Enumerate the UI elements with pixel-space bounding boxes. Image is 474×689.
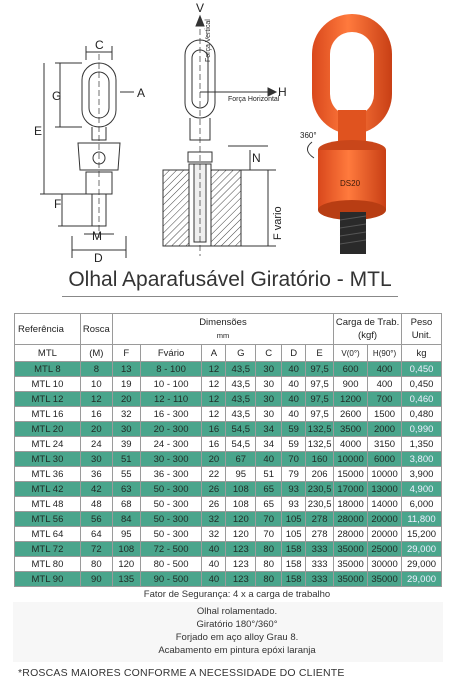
table-cell: 36 - 300 bbox=[140, 467, 202, 482]
dim-d: D bbox=[94, 251, 103, 265]
table-cell: 158 bbox=[282, 572, 306, 587]
force-vertical-label: Força Vertical bbox=[205, 19, 212, 62]
table-row bbox=[15, 407, 442, 422]
table-cell: 3150 bbox=[368, 437, 402, 452]
table-cell: 34 bbox=[256, 422, 282, 437]
table-cell: 35000 bbox=[334, 572, 368, 587]
table-cell: 20000 bbox=[368, 527, 402, 542]
table-cell: MTL 80 bbox=[15, 557, 81, 572]
header-rosca: Rosca bbox=[80, 314, 112, 345]
table-cell: 16 bbox=[80, 407, 112, 422]
table-cell: 80 - 500 bbox=[140, 557, 202, 572]
v-label: V bbox=[196, 1, 205, 15]
technical-drawing bbox=[0, 0, 474, 265]
table-cell: 206 bbox=[306, 467, 334, 482]
table-cell: 900 bbox=[334, 377, 368, 392]
table-cell: 12 - 110 bbox=[140, 392, 202, 407]
table-row bbox=[15, 557, 442, 572]
table-cell: 90 bbox=[80, 572, 112, 587]
table-cell: MTL 10 bbox=[15, 377, 81, 392]
table-cell: 108 bbox=[112, 542, 140, 557]
h-label: H bbox=[278, 85, 287, 99]
table-cell: 12 bbox=[202, 377, 226, 392]
table-cell: 59 bbox=[282, 422, 306, 437]
table-cell: 29,000 bbox=[402, 557, 442, 572]
header-fvario: Fvário bbox=[140, 345, 202, 362]
table-cell: 278 bbox=[306, 527, 334, 542]
table-row bbox=[15, 452, 442, 467]
table-row bbox=[15, 422, 442, 437]
table-cell: 22 bbox=[202, 467, 226, 482]
table-cell: 48 bbox=[80, 497, 112, 512]
table-cell: 30 bbox=[256, 407, 282, 422]
table-cell: 13000 bbox=[368, 482, 402, 497]
table-cell: 120 bbox=[112, 557, 140, 572]
table-cell: 56 bbox=[80, 512, 112, 527]
force-horizontal-label: Força Horizontal bbox=[228, 96, 280, 103]
table-cell: 16 bbox=[202, 422, 226, 437]
table-cell: MTL 36 bbox=[15, 467, 81, 482]
table-cell: 50 - 300 bbox=[140, 482, 202, 497]
table-cell: 1200 bbox=[334, 392, 368, 407]
table-cell: 12 bbox=[202, 362, 226, 377]
header-referencia: Referência bbox=[15, 314, 81, 345]
table-cell: 72 - 500 bbox=[140, 542, 202, 557]
table-cell: 35000 bbox=[334, 557, 368, 572]
table-cell: 18000 bbox=[334, 497, 368, 512]
table-cell: 84 bbox=[112, 512, 140, 527]
table-cell: 6,000 bbox=[402, 497, 442, 512]
table-cell: 39 bbox=[112, 437, 140, 452]
table-cell: 600 bbox=[334, 362, 368, 377]
table-cell: 50 - 300 bbox=[140, 527, 202, 542]
table-cell: 40 bbox=[282, 392, 306, 407]
table-cell: 68 bbox=[112, 497, 140, 512]
table-cell: 158 bbox=[282, 542, 306, 557]
table-cell: 158 bbox=[282, 557, 306, 572]
table-cell: 97,5 bbox=[306, 392, 334, 407]
table-cell: 30 bbox=[80, 452, 112, 467]
table-cell: 20 bbox=[112, 392, 140, 407]
table-cell: 0,480 bbox=[402, 407, 442, 422]
table-cell: 12 bbox=[202, 392, 226, 407]
table-cell: 8 - 100 bbox=[140, 362, 202, 377]
table-cell: MTL 12 bbox=[15, 392, 81, 407]
table-row bbox=[15, 482, 442, 497]
table-cell: 135 bbox=[112, 572, 140, 587]
note-line: Acabamento em pintura epóxi laranja bbox=[158, 645, 316, 656]
table-cell: 19 bbox=[112, 377, 140, 392]
dim-n: N bbox=[252, 151, 261, 165]
table-cell: 1,350 bbox=[402, 437, 442, 452]
table-row bbox=[15, 377, 442, 392]
header-c: C bbox=[256, 345, 282, 362]
table-cell: MTL 16 bbox=[15, 407, 81, 422]
table-cell: 20 - 300 bbox=[140, 422, 202, 437]
side-view-drawing bbox=[40, 46, 134, 258]
installed-view-drawing bbox=[163, 16, 276, 256]
table-cell: 40 bbox=[256, 452, 282, 467]
header-mm: mm bbox=[216, 331, 230, 340]
header-f: F bbox=[112, 345, 140, 362]
table-cell: 80 bbox=[256, 542, 282, 557]
table-cell: MTL 48 bbox=[15, 497, 81, 512]
table-cell: 95 bbox=[226, 467, 256, 482]
table-cell: 90 - 500 bbox=[140, 572, 202, 587]
header-e: E bbox=[306, 345, 334, 362]
table-cell: 24 - 300 bbox=[140, 437, 202, 452]
dim-g: G bbox=[52, 89, 62, 103]
table-cell: 16 - 300 bbox=[140, 407, 202, 422]
f-vario-label: F vario bbox=[272, 206, 284, 240]
table-cell: 97,5 bbox=[306, 407, 334, 422]
header-peso: Peso Unit. bbox=[402, 314, 442, 345]
table-cell: 64 bbox=[80, 527, 112, 542]
table-cell: 63 bbox=[112, 482, 140, 497]
table-cell: 30 bbox=[256, 377, 282, 392]
table-cell: 1500 bbox=[368, 407, 402, 422]
table-cell: 29,000 bbox=[402, 572, 442, 587]
header-v: V(0°) bbox=[334, 345, 368, 362]
rotation-label: 360° bbox=[300, 131, 317, 140]
table-cell: 51 bbox=[256, 467, 282, 482]
header-carga bbox=[334, 314, 402, 345]
table-row bbox=[15, 467, 442, 482]
table-cell: 32 bbox=[202, 512, 226, 527]
table-cell: 4000 bbox=[334, 437, 368, 452]
title-divider bbox=[62, 296, 398, 297]
table-cell: 20 bbox=[80, 422, 112, 437]
table-cell: 43,5 bbox=[226, 392, 256, 407]
table-cell: 108 bbox=[226, 482, 256, 497]
table-row bbox=[15, 392, 442, 407]
page-title: Olhal Aparafusável Giratório - MTL bbox=[68, 268, 392, 291]
table-cell: 50 - 300 bbox=[140, 497, 202, 512]
table-cell: 42 bbox=[80, 482, 112, 497]
table-cell: 120 bbox=[226, 527, 256, 542]
table-cell: 40 bbox=[202, 572, 226, 587]
dim-a: A bbox=[137, 86, 146, 100]
note-line: Olhal rolamentado. bbox=[196, 606, 278, 617]
table-cell: 30 bbox=[112, 422, 140, 437]
table-cell: 29,000 bbox=[402, 542, 442, 557]
header-d: D bbox=[282, 345, 306, 362]
table-cell: 26 bbox=[202, 482, 226, 497]
table-cell: 10000 bbox=[368, 467, 402, 482]
table-cell: 97,5 bbox=[306, 362, 334, 377]
table-cell: 8 bbox=[80, 362, 112, 377]
table-cell: 333 bbox=[306, 557, 334, 572]
table-row bbox=[15, 527, 442, 542]
table-cell: 54,5 bbox=[226, 437, 256, 452]
header-dimensoes bbox=[112, 314, 333, 345]
table-cell: 10 bbox=[80, 377, 112, 392]
spec-table bbox=[14, 313, 442, 587]
table-cell: 70 bbox=[256, 512, 282, 527]
safety-factor: Fator de Segurança: 4 x a carga de trabalho bbox=[143, 589, 331, 600]
table-cell: 30 bbox=[256, 392, 282, 407]
table-cell: 54,5 bbox=[226, 422, 256, 437]
table-cell: 10 - 100 bbox=[140, 377, 202, 392]
table-cell: 278 bbox=[306, 512, 334, 527]
table-cell: 65 bbox=[256, 497, 282, 512]
table-cell: MTL 30 bbox=[15, 452, 81, 467]
header-kgf: (kgf) bbox=[358, 330, 378, 341]
table-cell: 20000 bbox=[368, 512, 402, 527]
table-cell: 108 bbox=[226, 497, 256, 512]
table-cell: 30 - 300 bbox=[140, 452, 202, 467]
table-cell: 123 bbox=[226, 542, 256, 557]
table-cell: 20 bbox=[202, 452, 226, 467]
table-cell: 79 bbox=[282, 467, 306, 482]
table-cell: 3,800 bbox=[402, 452, 442, 467]
spec-table-body bbox=[15, 362, 442, 587]
table-cell: MTL 56 bbox=[15, 512, 81, 527]
table-row bbox=[15, 497, 442, 512]
table-cell: MTL 72 bbox=[15, 542, 81, 557]
table-cell: 25000 bbox=[368, 542, 402, 557]
header-h: H(90°) bbox=[368, 345, 402, 362]
table-cell: 32 bbox=[112, 407, 140, 422]
dim-c: C bbox=[95, 38, 104, 52]
table-cell: 28000 bbox=[334, 512, 368, 527]
table-cell: 97,5 bbox=[306, 377, 334, 392]
table-cell: 51 bbox=[112, 452, 140, 467]
table-cell: 120 bbox=[226, 512, 256, 527]
table-cell: 65 bbox=[256, 482, 282, 497]
dim-f: F bbox=[54, 197, 62, 211]
table-cell: 40 bbox=[202, 542, 226, 557]
table-cell: 95 bbox=[112, 527, 140, 542]
header-g: G bbox=[226, 345, 256, 362]
table-cell: 0,450 bbox=[402, 362, 442, 377]
table-cell: 230,5 bbox=[306, 497, 334, 512]
table-cell: 132,5 bbox=[306, 437, 334, 452]
table-cell: 30 bbox=[256, 362, 282, 377]
table-cell: MTL 90 bbox=[15, 572, 81, 587]
table-cell: 3,900 bbox=[402, 467, 442, 482]
table-cell: MTL 64 bbox=[15, 527, 81, 542]
header-m: (M) bbox=[80, 345, 112, 362]
table-row bbox=[15, 437, 442, 452]
table-cell: 333 bbox=[306, 542, 334, 557]
table-cell: 13 bbox=[112, 362, 140, 377]
note-line: Forjado em aço alloy Grau 8. bbox=[175, 632, 299, 643]
table-cell: 43,5 bbox=[226, 377, 256, 392]
header-mtl: MTL bbox=[15, 345, 81, 362]
table-cell: 28000 bbox=[334, 527, 368, 542]
table-cell: 132,5 bbox=[306, 422, 334, 437]
table-cell: MTL 24 bbox=[15, 437, 81, 452]
table-cell: MTL 8 bbox=[15, 362, 81, 377]
table-cell: 35000 bbox=[368, 572, 402, 587]
table-cell: 230,5 bbox=[306, 482, 334, 497]
table-cell: 2000 bbox=[368, 422, 402, 437]
table-cell: 700 bbox=[368, 392, 402, 407]
table-cell: 15000 bbox=[334, 467, 368, 482]
table-cell: 0,990 bbox=[402, 422, 442, 437]
table-cell: 80 bbox=[80, 557, 112, 572]
table-cell: 24 bbox=[80, 437, 112, 452]
table-cell: 160 bbox=[306, 452, 334, 467]
table-cell: 2600 bbox=[334, 407, 368, 422]
table-cell: 16 bbox=[202, 437, 226, 452]
table-cell: 123 bbox=[226, 572, 256, 587]
table-cell: 35000 bbox=[334, 542, 368, 557]
table-cell: 70 bbox=[256, 527, 282, 542]
table-cell: 12 bbox=[202, 407, 226, 422]
table-cell: 67 bbox=[226, 452, 256, 467]
table-cell: 70 bbox=[282, 452, 306, 467]
dim-e: E bbox=[34, 124, 43, 138]
table-cell: 4,900 bbox=[402, 482, 442, 497]
table-cell: 50 - 300 bbox=[140, 512, 202, 527]
brand-mark: DS20 bbox=[340, 179, 361, 188]
table-cell: 34 bbox=[256, 437, 282, 452]
table-cell: 55 bbox=[112, 467, 140, 482]
table-cell: 14000 bbox=[368, 497, 402, 512]
table-cell: 43,5 bbox=[226, 362, 256, 377]
table-cell: 72 bbox=[80, 542, 112, 557]
table-cell: 3500 bbox=[334, 422, 368, 437]
table-cell: 11,800 bbox=[402, 512, 442, 527]
header-carga-label: Carga de Trab. bbox=[335, 317, 400, 328]
table-cell: 105 bbox=[282, 512, 306, 527]
table-cell: 30000 bbox=[368, 557, 402, 572]
table-row bbox=[15, 572, 442, 587]
table-cell: 0,460 bbox=[402, 392, 442, 407]
table-cell: 43,5 bbox=[226, 407, 256, 422]
table-cell: 80 bbox=[256, 557, 282, 572]
footer-note: *ROSCAS MAIORES CONFORME A NECESSIDADE DO CLIENTE bbox=[18, 667, 345, 679]
table-row bbox=[15, 542, 442, 557]
table-cell: 333 bbox=[306, 572, 334, 587]
table-cell: 105 bbox=[282, 527, 306, 542]
table-cell: 400 bbox=[368, 362, 402, 377]
table-row bbox=[15, 512, 442, 527]
table-cell: 0,450 bbox=[402, 377, 442, 392]
table-cell: 400 bbox=[368, 377, 402, 392]
table-cell: MTL 42 bbox=[15, 482, 81, 497]
table-cell: 93 bbox=[282, 497, 306, 512]
header-dimensoes-label: Dimensões bbox=[199, 317, 247, 328]
product-image bbox=[300, 14, 392, 254]
table-cell: 15,200 bbox=[402, 527, 442, 542]
table-cell: 40 bbox=[282, 377, 306, 392]
table-row bbox=[15, 362, 442, 377]
table-cell: 93 bbox=[282, 482, 306, 497]
table-cell: 12 bbox=[80, 392, 112, 407]
table-cell: 17000 bbox=[334, 482, 368, 497]
table-cell: 32 bbox=[202, 527, 226, 542]
table-cell: 6000 bbox=[368, 452, 402, 467]
table-cell: 26 bbox=[202, 497, 226, 512]
header-kg: kg bbox=[402, 345, 442, 362]
table-cell: 80 bbox=[256, 572, 282, 587]
table-cell: MTL 20 bbox=[15, 422, 81, 437]
table-cell: 40 bbox=[282, 407, 306, 422]
table-cell: 36 bbox=[80, 467, 112, 482]
header-a: A bbox=[202, 345, 226, 362]
table-cell: 59 bbox=[282, 437, 306, 452]
table-cell: 123 bbox=[226, 557, 256, 572]
dim-m: M bbox=[92, 229, 102, 243]
table-cell: 40 bbox=[202, 557, 226, 572]
note-line: Giratório 180°/360° bbox=[196, 619, 278, 630]
table-cell: 40 bbox=[282, 362, 306, 377]
table-cell: 10000 bbox=[334, 452, 368, 467]
